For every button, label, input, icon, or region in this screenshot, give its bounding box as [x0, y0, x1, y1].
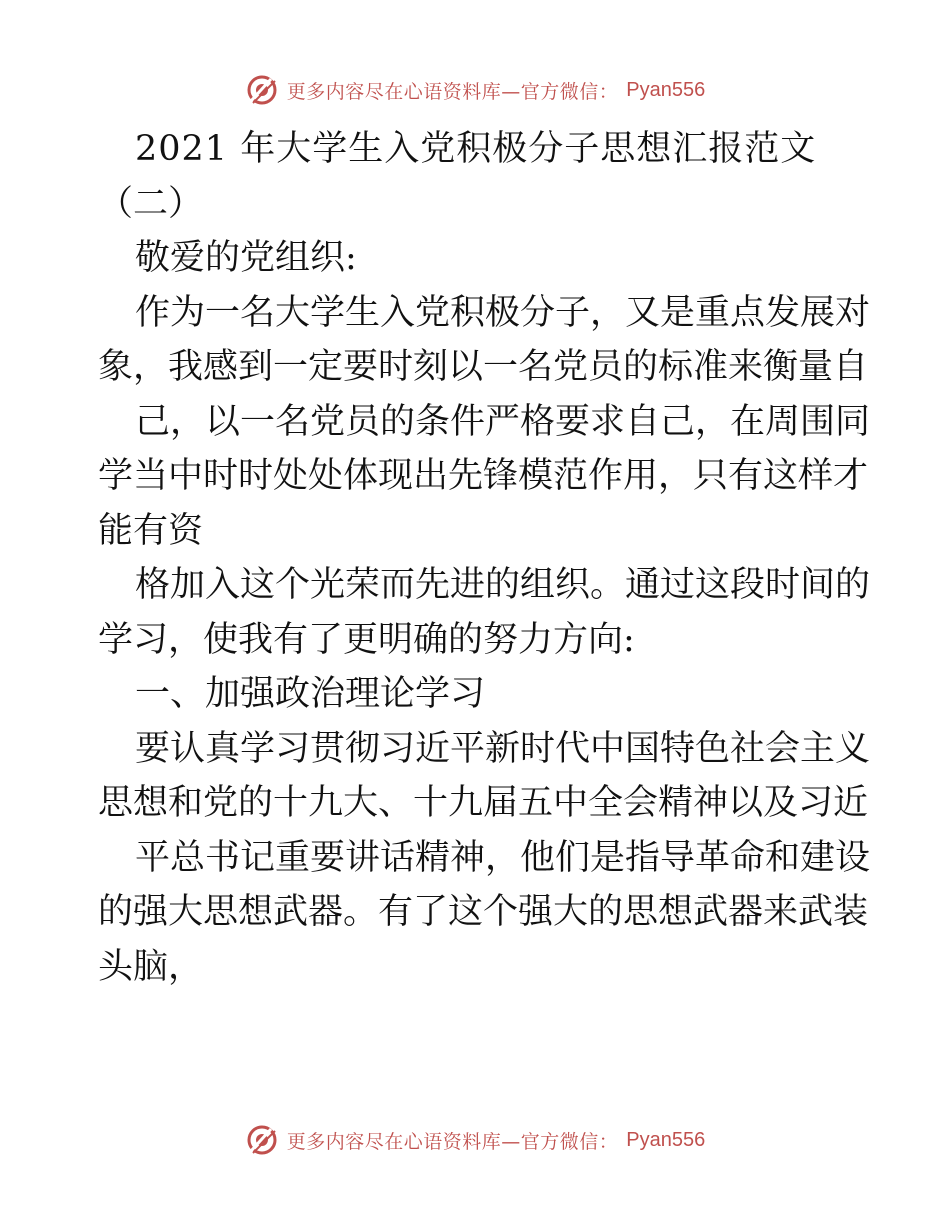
document-title-suffix: （二） [98, 183, 204, 224]
watermark-text: 更多内容尽在心语资料库—官方微信： [286, 1130, 619, 1153]
paragraph-line: 思想和党的十九大、十九届五中全会精神以及习近 [98, 783, 869, 823]
wechat-logo-icon [245, 1123, 279, 1157]
paragraph-line: 象，我感到一定要时刻以一名党员的标准来衡量自 [98, 347, 869, 387]
paragraph-line: 学习，使我有了更明确的努力方向: [98, 619, 635, 660]
watermark-id: Pyan556 [626, 78, 706, 101]
paragraph-line: 的强大思想武器。有了这个强大的思想武器来武装 [98, 892, 869, 932]
paragraph-line: 格加入这个光荣而先进的组织。通过这段时间的 [135, 565, 871, 605]
salutation: 敬爱的党组织: [135, 238, 357, 278]
wechat-logo-icon [245, 73, 279, 107]
paragraph-line: 学当中时时处处体现出先锋模范作用，只有这样才 [98, 456, 869, 496]
paragraph-line: 作为一名大学生入党积极分子，又是重点发展对 [135, 292, 871, 333]
watermark-text: 更多内容尽在心语资料库—官方微信： [286, 80, 619, 103]
paragraph-line: 平总书记重要讲话精神，他们是指导革命和建设 [135, 837, 871, 878]
paragraph-line: 要认真学习贯彻习近平新时代中国特色社会主义 [135, 728, 871, 769]
paragraph-line: 头脑， [98, 946, 204, 987]
watermark-footer [0, 1120, 950, 1160]
document-title: 2021 年大学生入党积极分子思想汇报范文 [135, 129, 817, 169]
watermark-id: Pyan556 [626, 1128, 706, 1151]
watermark-header [0, 70, 950, 110]
document-body [98, 122, 871, 994]
paragraph-line: 己，以一名党员的条件严格要求自己，在周围同 [135, 401, 871, 442]
paragraph-line: 能有资 [98, 510, 204, 551]
section-heading: 一、加强政治理论学习 [135, 674, 486, 714]
